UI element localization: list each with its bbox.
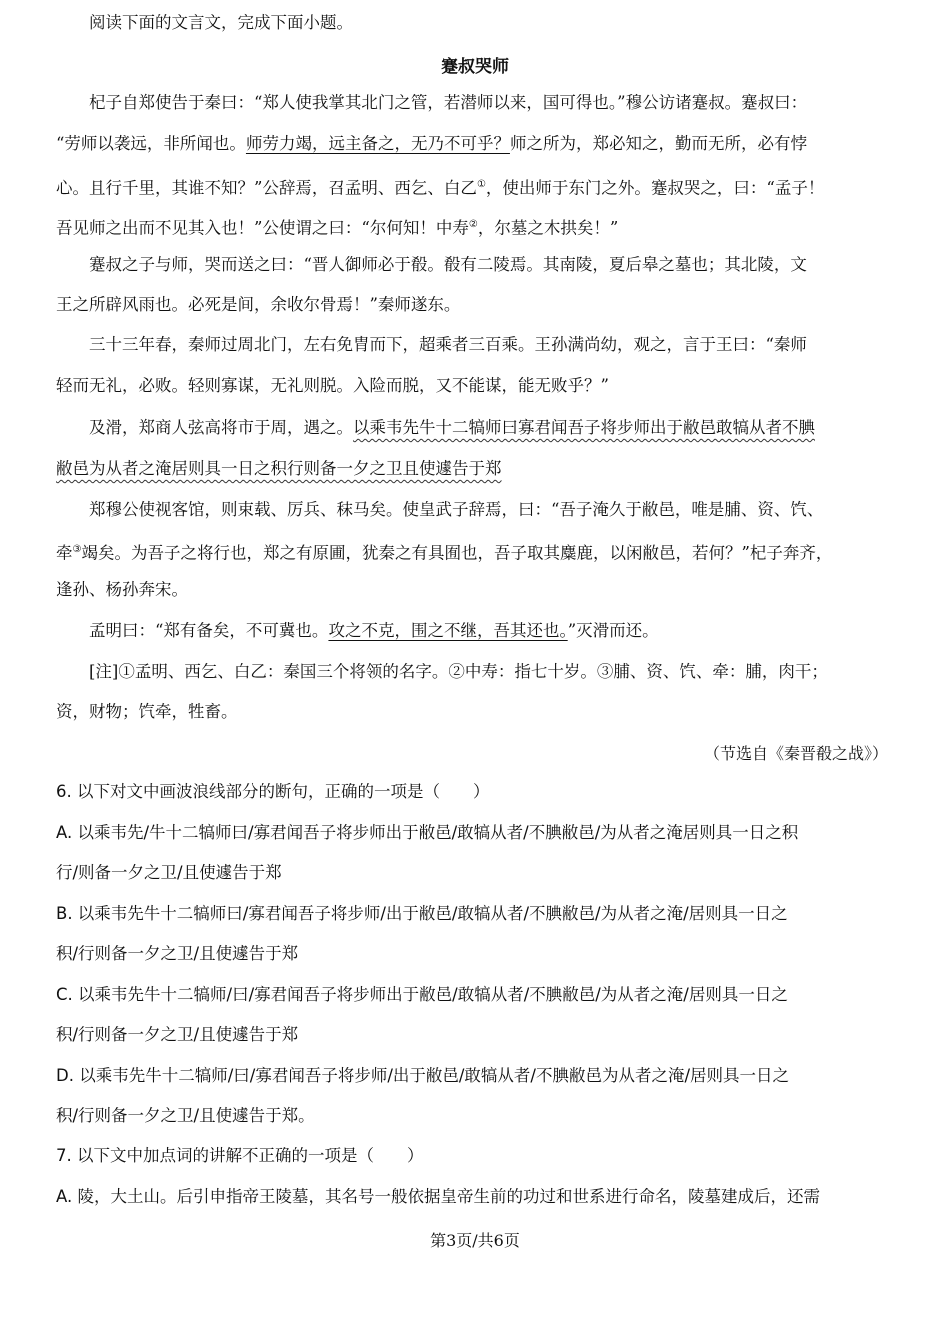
passage-line: 及滑，郑商人弦高将市于周，遇之。以乘韦先牛十二犒师曰寡君闻吾子将步师出于敝邑敢犒从者不腆 [89,418,815,437]
note-marker: ② [468,219,478,230]
question-6-option-c-cont: 积/行则备一夕之卫/且使遽告于郑 [56,1025,299,1044]
passage-line: 牵③竭矣。为吾子之将行也，郑之有原圃，犹秦之有具囿也，吾子取其麋鹿，以闲敝邑，若何？”杞子奔齐， [56,543,833,563]
intro-text: 阅读下面的文言文，完成下面小题。 [89,13,353,32]
passage-line: 蹇叔之子与师，哭而送之曰：“晋人御师必于殽。殽有二陵焉。其南陵，夏后皋之墓也；其北陵，文 [89,255,807,274]
passage-line [56,458,502,480]
underlined-sentence: 攻之不克，围之不继，吾其还也。 [328,621,568,640]
passage-line: “劳师以袭远，非所闻也。师劳力竭，远主备之，无乃不可乎？师之所为，郑必知之，勤而无所，必有悖 [56,134,807,153]
underlined-sentence: 师劳力竭，远主备之，无乃不可乎？ [245,134,510,153]
passage-line: 吾见师之出而不见其入也！”公使谓之曰：“尔何知！中寿②，尔墓之木拱矣！” [56,218,619,238]
passage-line: 孟明曰：“郑有备矣，不可冀也。攻之不克，围之不继，吾其还也。”灭滑而还。 [89,621,659,640]
question-6-option-a[interactable]: A. 以乘韦先/牛十二犒师曰/寡君闻吾子将步师出于敝邑/敢犒从者/不腆敝邑/为从者之淹居则具一日之积 [56,823,799,842]
note-marker: ① [476,179,486,190]
passage-line: 王之所辟风雨也。必死是间，余收尔骨焉！”秦师遂东。 [56,295,461,314]
question-6-option-c[interactable]: C. 以乘韦先牛十二犒师/曰/寡君闻吾子将步师出于敝邑/敢犒从者/不腆敝邑/为从者之淹/居则具一日之 [56,985,788,1004]
passage-line: 轻而无礼，必败。轻则寡谋，无礼则脱。入险而脱，又不能谋，能无败乎？” [56,376,609,395]
passage-line: 杞子自郑使告于秦曰：“郑人使我掌其北门之管，若潜师以来，国可得也。”穆公访诸蹇叔。蹇叔曰： [89,93,808,112]
question-7-stem: 7. 以下文中加点词的讲解不正确的一项是（ ） [56,1146,424,1165]
passage-source: （节选自《秦晋殽之战》） [703,744,888,763]
passage-title: 蹇叔哭师 [441,57,509,77]
passage-line: 郑穆公使视客馆，则束载、厉兵、秣马矣。使皇武子辞焉，曰：“吾子淹久于敝邑，唯是脯、资、饩、 [89,500,824,519]
question-7-option-a[interactable]: A. 陵，大土山。后引申指帝王陵墓，其名号一般依据皇帝生前的功过和世系进行命名，陵墓建成后，还需 [56,1187,820,1206]
note-marker: ③ [72,544,82,555]
annotation-line: 资，财物；饩牵，牲畜。 [56,702,238,721]
question-6-option-b-cont: 积/行则备一夕之卫/且使遽告于郑 [56,944,299,963]
question-6-option-b[interactable]: B. 以乘韦先牛十二犒师曰/寡君闻吾子将步师/出于敝邑/敢犒从者/不腆敝邑/为从者之淹/居则具一日之 [56,904,788,923]
annotation-line: [注]①孟明、西乞、白乙：秦国三个将领的名字。②中寿：指七十岁。③脯、资、饩、牵：脯，肉干； [89,662,828,681]
passage-line: 逢孙、杨孙奔宋。 [56,580,188,599]
question-6-stem: 6. 以下对文中画波浪线部分的断句，正确的一项是（ ） [56,782,490,801]
passage-line: 三十三年春，秦师过周北门，左右免胄而下，超乘者三百乘。王孙满尚幼，观之，言于王曰：“秦师 [89,335,807,354]
question-6-option-d[interactable]: D. 以乘韦先牛十二犒师/曰/寡君闻吾子将步师/出于敝邑/敢犒从者/不腆敝邑为从者之淹/居则具一日之 [56,1066,790,1085]
question-6-option-a-cont: 行/则备一夕之卫/且使遽告于郑 [56,863,282,882]
passage-line: 心。且行千里，其谁不知？”公辞焉，召孟明、西乞、白乙①，使出师于东门之外。蹇叔哭之，曰：“孟子！ [56,178,825,198]
wavy-underlined-text: 以乘韦先牛十二犒师曰寡君闻吾子将步师出于敝邑敢犒从者不腆 [353,418,815,437]
wavy-underlined-text: 敝邑为从者之淹居则具一日之积行则备一夕之卫且使遽告于郑 [56,459,502,478]
page-footer: 第3页/共6页 [430,1231,520,1250]
question-6-option-d-cont: 积/行则备一夕之卫/且使遽告于郑。 [56,1106,315,1125]
